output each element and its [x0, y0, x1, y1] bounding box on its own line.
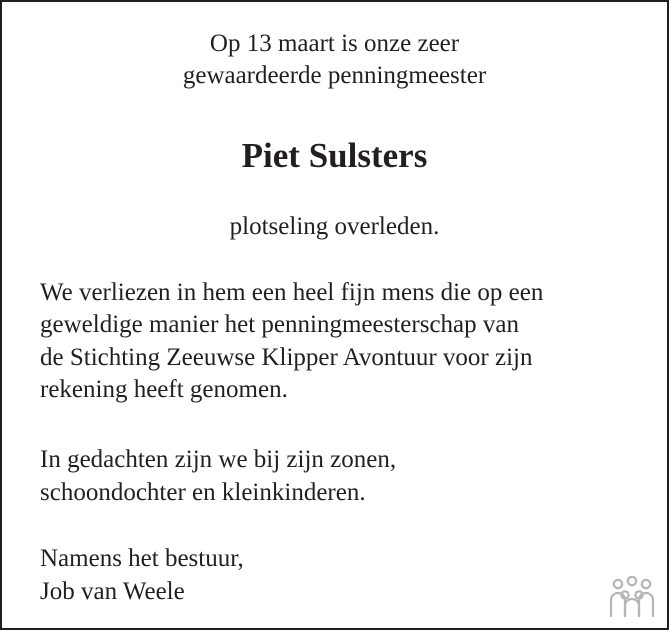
intro-line-2: gewaardeerde penningmeester — [182, 62, 487, 89]
paragraph-1-line-2: geweldige manier het penningmeesterschap van — [40, 311, 519, 338]
signature-line-1: Namens het bestuur, — [40, 545, 244, 572]
paragraph-2-line-2: schoondochter en kleinkinderen. — [40, 479, 366, 506]
paragraph-2-line-1: In gedachten zijn we bij zijn zonen, — [40, 446, 397, 473]
family-group-icon — [608, 576, 656, 620]
paragraph-1-line-4: rekening heeft genomen. — [40, 376, 288, 403]
signature-line-2: Job van Weele — [40, 578, 185, 605]
paragraph-1-line-1: We verliezen in hem een heel fijn mens die op een — [40, 279, 544, 306]
paragraph-1-line-3: de Stichting Zeeuwse Klipper Avontuur voor zijn — [40, 344, 533, 371]
intro-line-1: Op 13 maart is onze zeer — [209, 30, 460, 57]
deceased-name: Piet Sulsters — [241, 136, 428, 175]
announcement-text: plotseling overleden. — [229, 213, 440, 240]
